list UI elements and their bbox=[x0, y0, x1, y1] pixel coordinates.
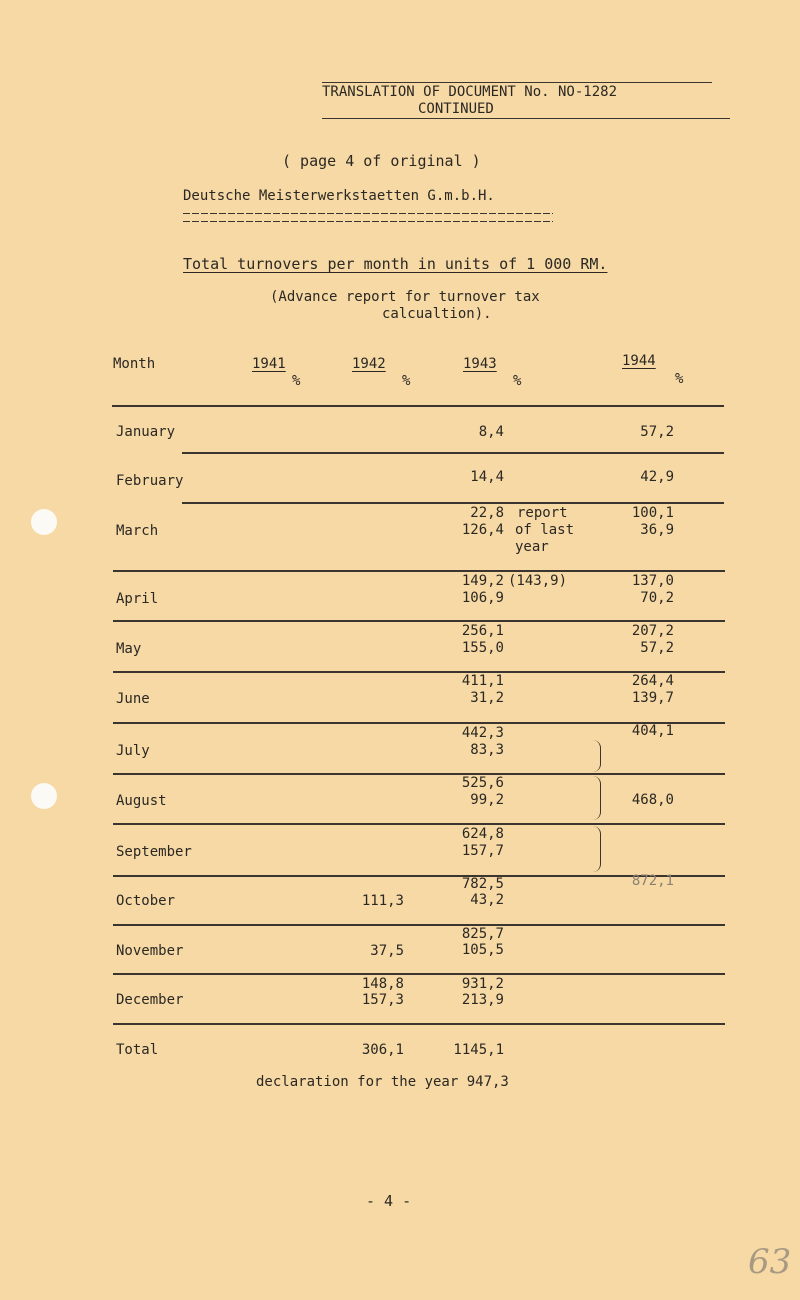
table-title: Total turnovers per month in units of 1 000 RM. bbox=[183, 255, 608, 273]
value-1942: 148,8 bbox=[361, 976, 404, 992]
subtitle-line2: calcualtion). bbox=[382, 306, 492, 322]
punch-hole-top bbox=[31, 509, 57, 535]
total-label: Total bbox=[116, 1042, 159, 1058]
value-1943-prev: 157,7 bbox=[461, 843, 504, 859]
company-dashes-1 bbox=[183, 213, 553, 214]
quarter-brace-top bbox=[592, 740, 601, 772]
header-rule-top bbox=[322, 82, 712, 83]
row-separator bbox=[113, 973, 725, 975]
column-header-1941: 1941 bbox=[252, 356, 286, 372]
quarter-brace-bottom bbox=[592, 826, 601, 872]
row-separator bbox=[113, 924, 725, 926]
month-label: June bbox=[116, 691, 150, 707]
percent-1941: % bbox=[292, 373, 301, 389]
percent-1943: % bbox=[513, 373, 522, 389]
value-1943: 525,6 bbox=[461, 775, 504, 791]
month-label: January bbox=[116, 424, 176, 440]
header-separator bbox=[112, 405, 724, 407]
header-rule-bottom bbox=[322, 118, 730, 119]
value-1943-prev: 106,9 bbox=[461, 590, 504, 606]
value-1944-prev: 70,2 bbox=[640, 590, 674, 606]
row-separator bbox=[113, 570, 725, 572]
value-1944: 57,2 bbox=[640, 424, 674, 440]
value-1943: 782,5 bbox=[461, 876, 504, 892]
column-header-month: Month bbox=[113, 356, 156, 372]
april-note: (143,9) bbox=[508, 573, 568, 589]
value-1943-prev: 105,5 bbox=[461, 942, 504, 958]
column-header-1943: 1943 bbox=[463, 356, 497, 372]
value-1943: 931,2 bbox=[461, 976, 504, 992]
total-1942: 306,1 bbox=[361, 1042, 404, 1058]
row-separator bbox=[113, 773, 725, 775]
value-1943: 14,4 bbox=[470, 469, 504, 485]
value-1943: 825,7 bbox=[461, 926, 504, 942]
value-1944: 42,9 bbox=[640, 469, 674, 485]
row-separator bbox=[182, 502, 724, 504]
page-note: ( page 4 of original ) bbox=[282, 152, 481, 170]
header-title-line2: CONTINUED bbox=[418, 101, 494, 117]
value-1944: 404,1 bbox=[631, 723, 674, 739]
month-label: February bbox=[116, 473, 184, 489]
month-label: July bbox=[116, 743, 150, 759]
value-1943: 256,1 bbox=[461, 623, 504, 639]
percent-1944: % bbox=[675, 371, 684, 387]
month-label: August bbox=[116, 793, 167, 809]
value-1943: 8,4 bbox=[478, 424, 504, 440]
month-label: October bbox=[116, 893, 176, 909]
march-note-2: of last bbox=[515, 522, 575, 538]
company-dashes-2 bbox=[183, 221, 553, 222]
month-label: December bbox=[116, 992, 184, 1008]
page-number: - 4 - bbox=[366, 1192, 412, 1210]
value-1943: 22,8 bbox=[470, 505, 504, 521]
value-1944-prev: 36,9 bbox=[640, 522, 674, 538]
column-header-1942: 1942 bbox=[352, 356, 386, 372]
row-separator bbox=[182, 452, 724, 454]
value-1944: 264,4 bbox=[631, 673, 674, 689]
march-note-1: report bbox=[517, 505, 568, 521]
column-header-1944: 1944 bbox=[622, 353, 656, 369]
value-1943-prev: 43,2 bbox=[470, 892, 504, 908]
declaration-note: declaration for the year 947,3 bbox=[256, 1074, 509, 1090]
month-label: May bbox=[116, 641, 142, 657]
row-separator bbox=[113, 620, 725, 622]
value-1943-prev: 126,4 bbox=[461, 522, 504, 538]
value-1944: 207,2 bbox=[631, 623, 674, 639]
value-1943: 442,3 bbox=[461, 725, 504, 741]
march-note-3: year bbox=[515, 539, 549, 555]
punch-hole-bottom bbox=[31, 783, 57, 809]
month-label: November bbox=[116, 943, 184, 959]
value-1944: 100,1 bbox=[631, 505, 674, 521]
value-1943-prev: 213,9 bbox=[461, 992, 504, 1008]
total-1943: 1145,1 bbox=[453, 1042, 504, 1058]
value-1944-quarter: 468,0 bbox=[631, 792, 674, 808]
header-title-line1: TRANSLATION OF DOCUMENT No. NO-1282 bbox=[322, 84, 618, 100]
value-1943: 624,8 bbox=[461, 826, 504, 842]
percent-1942: % bbox=[402, 373, 411, 389]
value-1943: 149,2 bbox=[461, 573, 504, 589]
quarter-brace-mid bbox=[592, 776, 601, 820]
row-separator bbox=[113, 1023, 725, 1025]
value-1943: 411,1 bbox=[461, 673, 504, 689]
value-1943-prev: 99,2 bbox=[470, 792, 504, 808]
month-label: September bbox=[116, 844, 192, 860]
value-1943-prev: 155,0 bbox=[461, 640, 504, 656]
value-1943-prev: 83,3 bbox=[470, 742, 504, 758]
value-1943-prev: 31,2 bbox=[470, 690, 504, 706]
subtitle-line1: (Advance report for turnover tax bbox=[270, 289, 540, 305]
value-1942: 37,5 bbox=[370, 943, 404, 959]
value-1944-prev: 57,2 bbox=[640, 640, 674, 656]
company-name: Deutsche Meisterwerkstaetten G.m.b.H. bbox=[183, 188, 495, 204]
value-1942-prev: 157,3 bbox=[361, 992, 404, 1008]
month-label: March bbox=[116, 523, 159, 539]
value-1944-prev: 139,7 bbox=[631, 690, 674, 706]
value-1944: 137,0 bbox=[631, 573, 674, 589]
value-1942: 111,3 bbox=[361, 893, 404, 909]
value-1944: 872,1 bbox=[631, 873, 674, 889]
row-separator bbox=[113, 823, 725, 825]
month-label: April bbox=[116, 591, 159, 607]
pencil-page-annotation: 63 bbox=[748, 1242, 792, 1282]
